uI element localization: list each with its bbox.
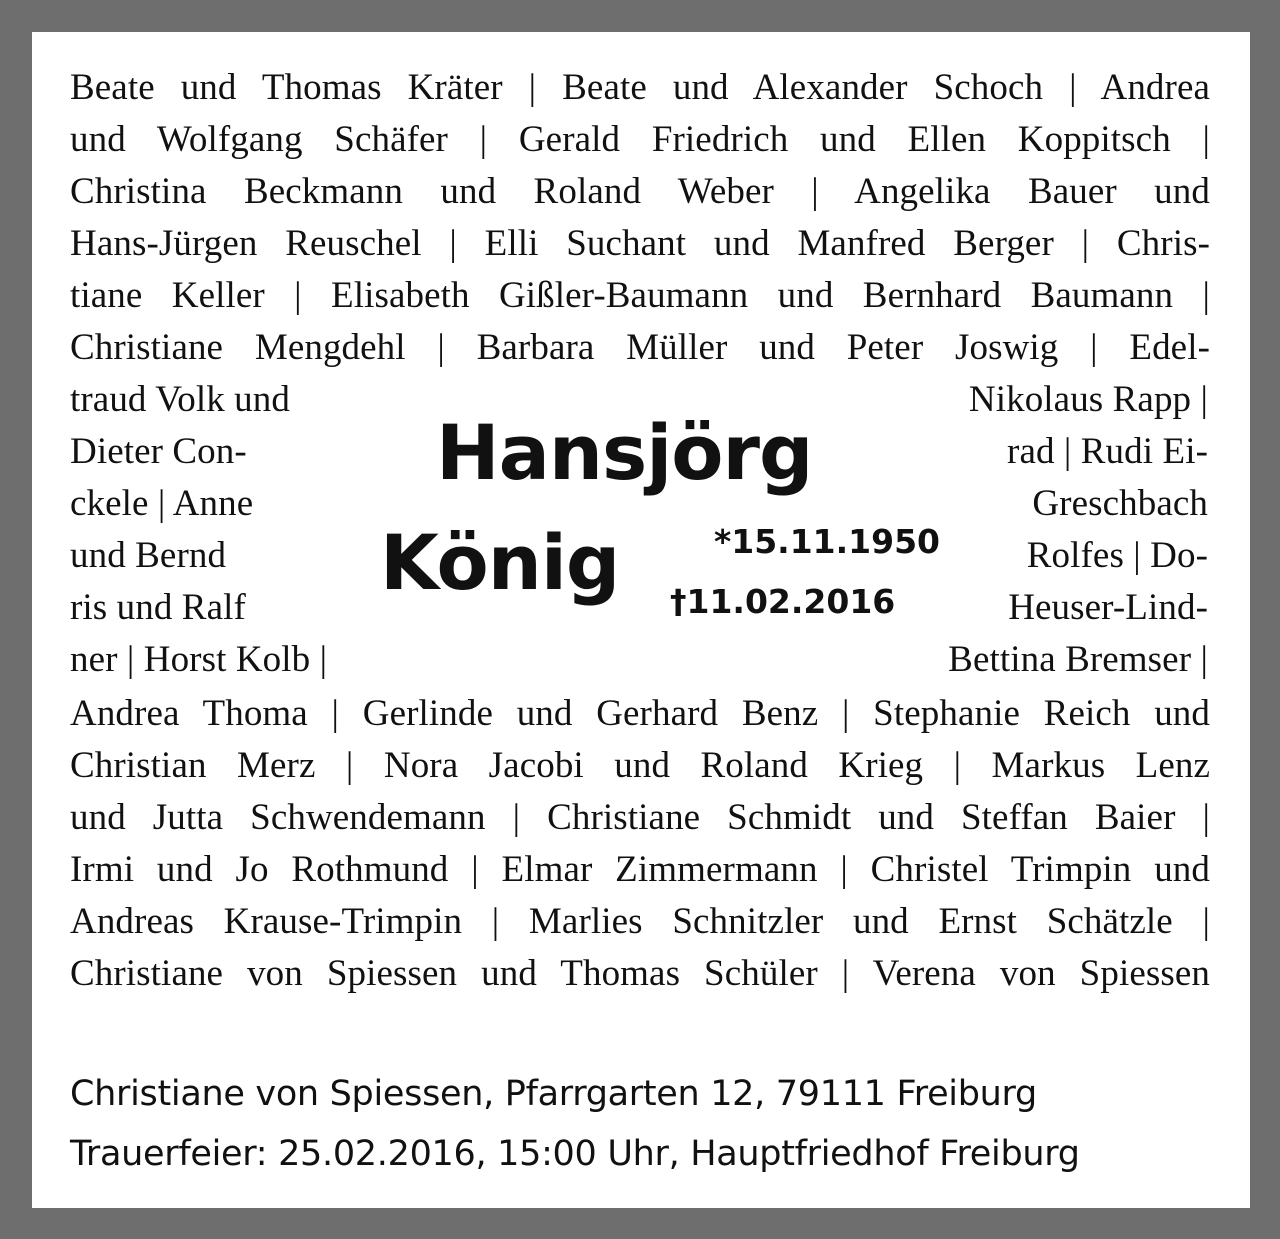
mourner-line-right: rad | Rudi Ei- xyxy=(1007,431,1208,472)
mourner-line: Irmi und Jo Rothmund | Elmar Zimmermann | Christel Trimpin und xyxy=(70,849,1210,890)
mourner-line-left: ner | Horst Kolb | xyxy=(70,639,328,680)
deceased-last-name: König xyxy=(380,518,620,607)
mourner-line: Christiane Mengdehl | Barbara Müller und Peter Joswig | Edel- xyxy=(70,327,1210,368)
ceremony-info: Trauerfeier: 25.02.2016, 15:00 Uhr, Hauptfriedhof Freiburg xyxy=(70,1134,1080,1174)
death-date: †11.02.2016 xyxy=(670,582,896,621)
mourner-line-left: ris und Ralf xyxy=(70,587,246,628)
mourner-line: Andrea Thoma | Gerlinde und Gerhard Benz | Stephanie Reich und xyxy=(70,693,1210,734)
mourner-line: Christina Beckmann und Roland Weber | Angelika Bauer und xyxy=(70,171,1210,212)
mourner-line-left: ckele | Anne xyxy=(70,483,254,524)
mourner-line: und Wolfgang Schäfer | Gerald Friedrich und Ellen Koppitsch | xyxy=(70,119,1210,160)
mourner-line: Hans-Jürgen Reuschel | Elli Suchant und Manfred Berger | Chris- xyxy=(70,223,1210,264)
mourner-line-right: Heuser-Lind- xyxy=(1008,587,1208,628)
obituary-card xyxy=(32,32,1250,1208)
contact-address: Christiane von Spiessen, Pfarrgarten 12, 79111 Freiburg xyxy=(70,1074,1037,1114)
mourner-line: tiane Keller | Elisabeth Gißler-Baumann und Bernhard Baumann | xyxy=(70,275,1210,316)
mourner-line-right: Rolfes | Do- xyxy=(1026,535,1208,576)
mourner-line: und Jutta Schwendemann | Christiane Schmidt und Steffan Baier | xyxy=(70,797,1210,838)
mourner-line-left: Dieter Con- xyxy=(70,431,247,472)
birth-date: *15.11.1950 xyxy=(714,522,941,561)
mourner-line: Beate und Thomas Kräter | Beate und Alexander Schoch | Andrea xyxy=(70,67,1210,108)
mourner-line: Christian Merz | Nora Jacobi und Roland Krieg | Markus Lenz xyxy=(70,745,1210,786)
deceased-first-name: Hansjörg xyxy=(436,408,813,497)
mourner-line: Christiane von Spiessen und Thomas Schüler | Verena von Spiessen xyxy=(70,953,1210,994)
mourner-line-left: und Bernd xyxy=(70,535,227,576)
mourner-line: Andreas Krause-Trimpin | Marlies Schnitzler und Ernst Schätzle | xyxy=(70,901,1210,942)
mourner-line-left: traud Volk und xyxy=(70,379,290,420)
mourner-line-right: Greschbach xyxy=(1032,483,1208,524)
mourner-line-right: Bettina Bremser | xyxy=(948,639,1208,680)
mourner-line-right: Nikolaus Rapp | xyxy=(968,379,1208,420)
